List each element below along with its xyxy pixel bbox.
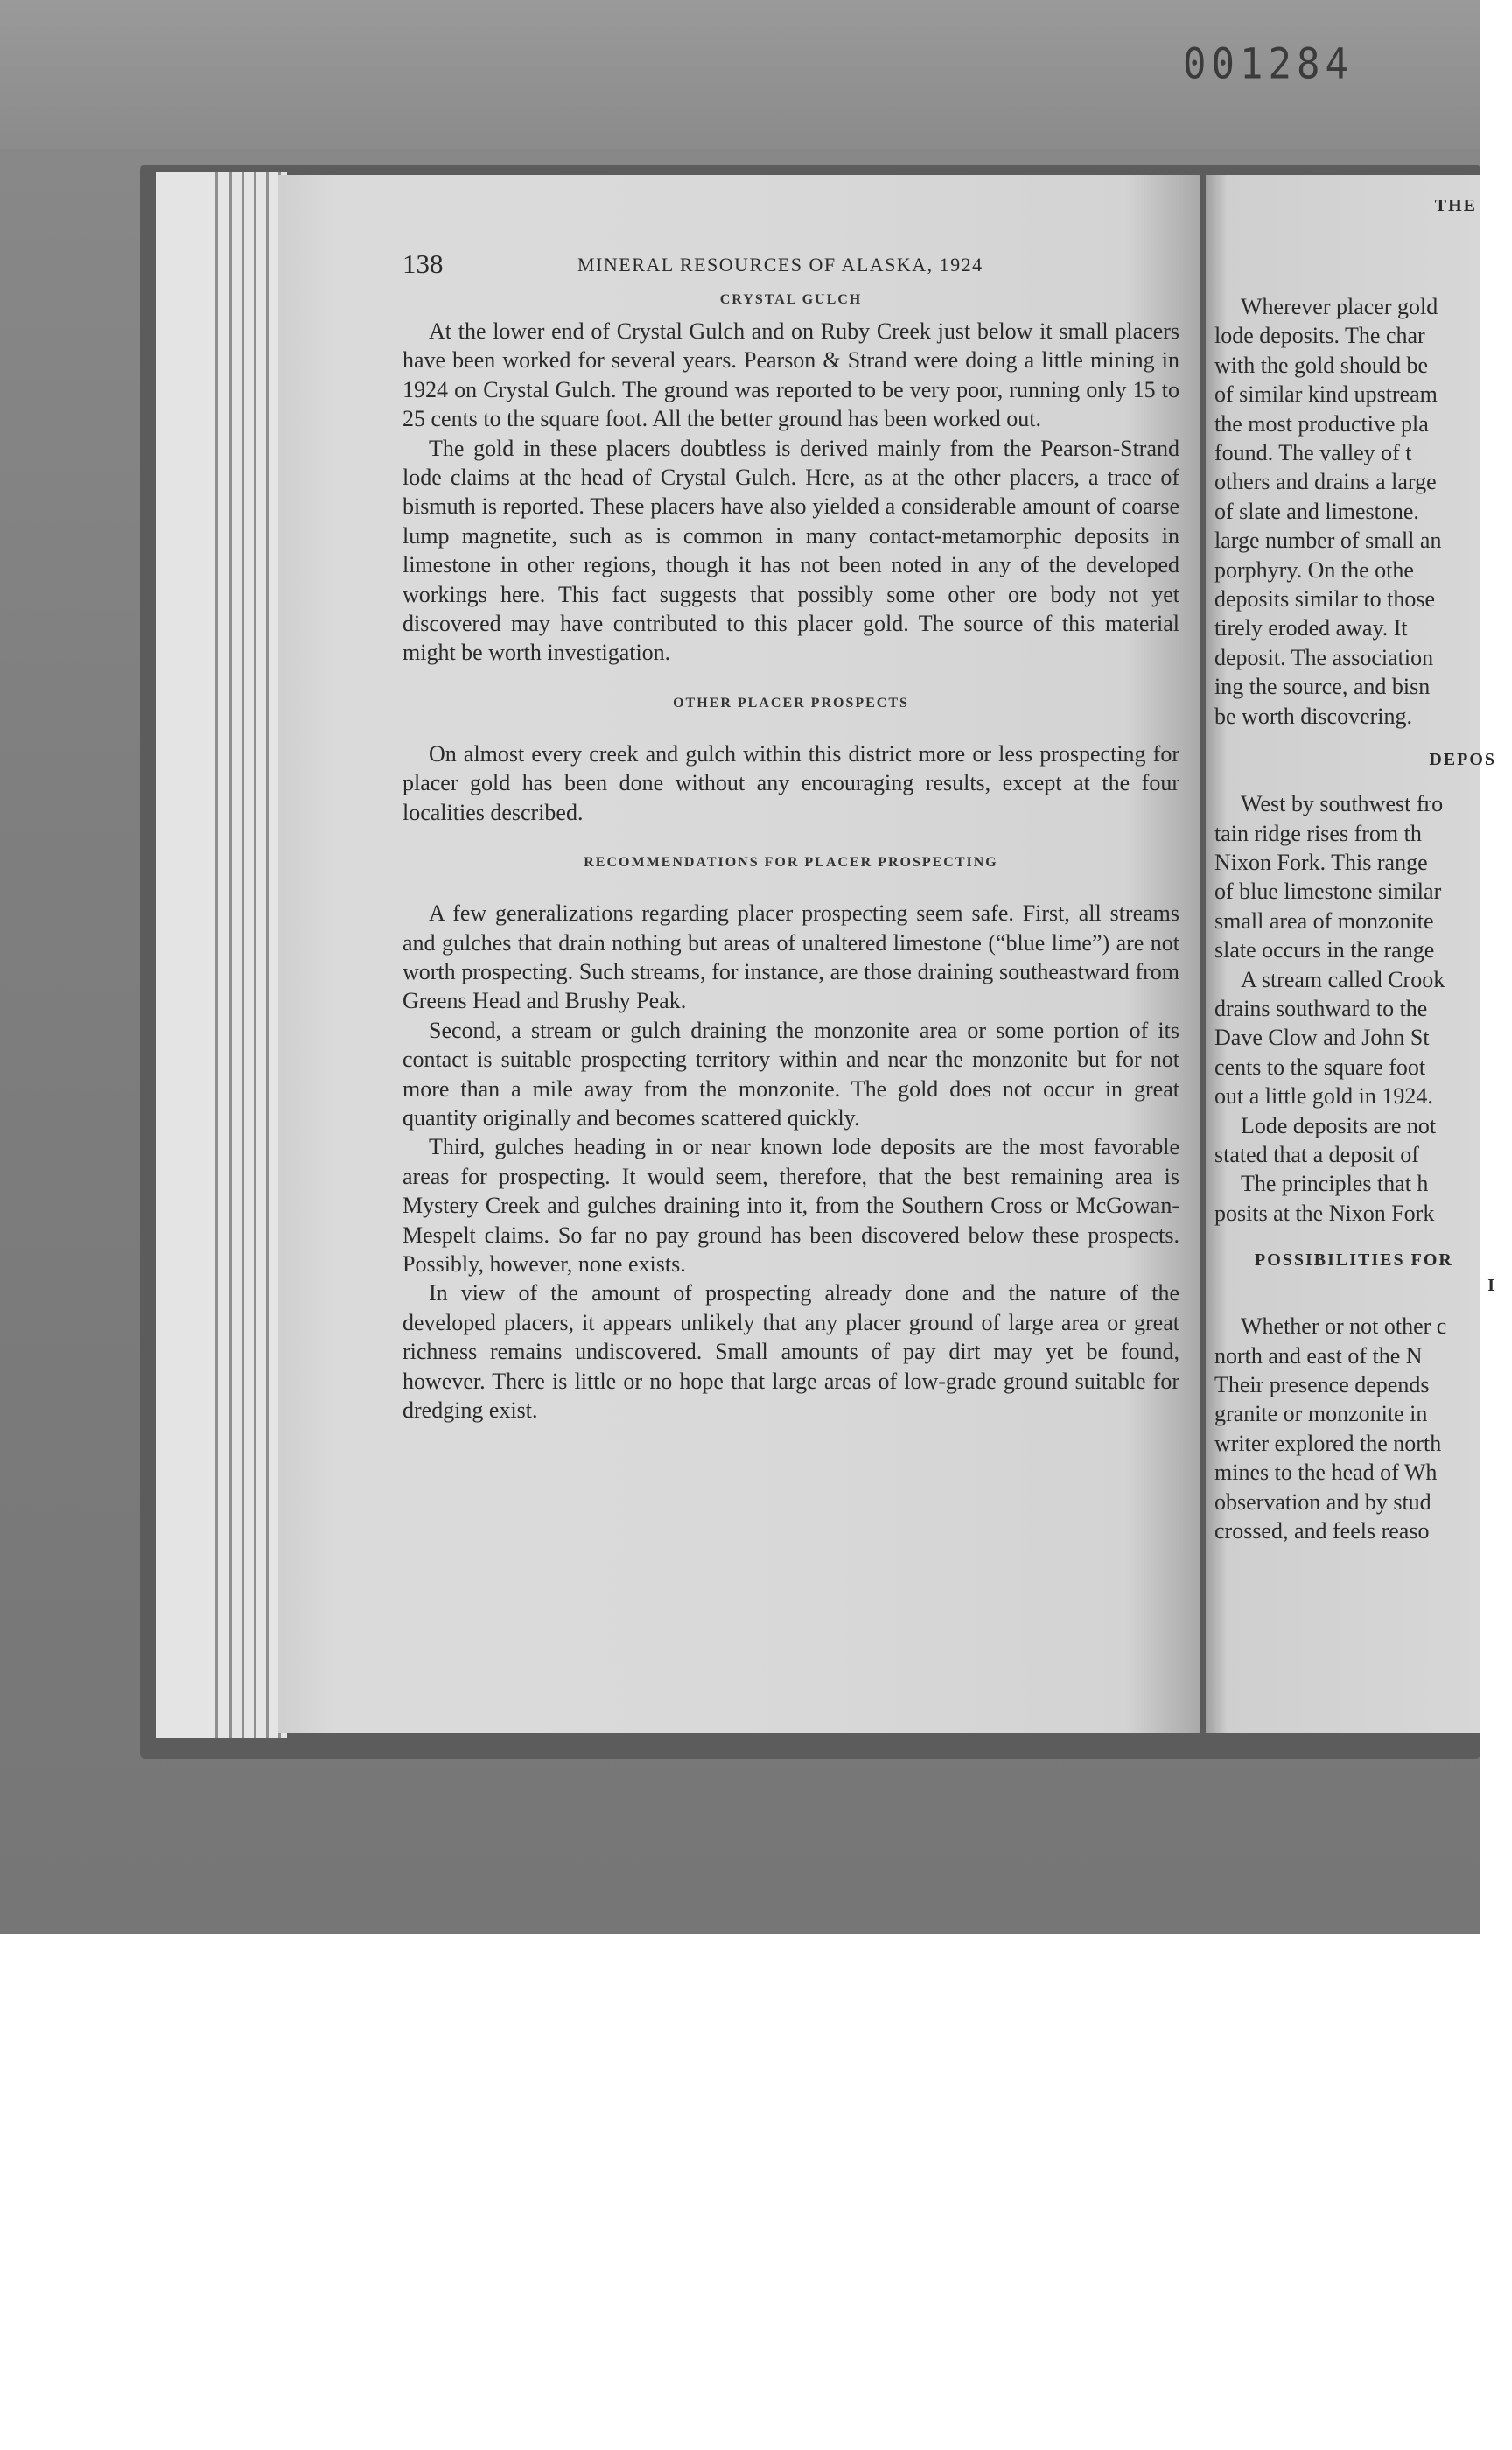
- text-line: The principles that h: [1241, 1171, 1429, 1197]
- text-line: tirely eroded away. It: [1214, 615, 1408, 641]
- text-line: Their presence depends: [1214, 1372, 1430, 1397]
- text-line: posits at the Nixon Fork: [1214, 1200, 1435, 1226]
- text-line: deposit. The association: [1214, 644, 1434, 670]
- right-section-heading-line2: I: [1488, 1276, 1496, 1296]
- page-edge-line: [242, 172, 244, 1738]
- right-section-heading: DEPOS: [1429, 750, 1496, 770]
- running-title: MINERAL RESOURCES OF ALASKA, 1924: [578, 254, 984, 276]
- page-number: 138: [402, 248, 444, 279]
- text-line: drains southward to the: [1214, 995, 1428, 1021]
- page-edge-stack: [156, 172, 287, 1738]
- text-line: crossed, and feels reaso: [1214, 1518, 1430, 1544]
- archive-stamp-number: 001284: [1183, 39, 1354, 89]
- section-heading-other-placer-prospects: OTHER PLACER PROSPECTS: [673, 695, 909, 710]
- text-line: large number of small an: [1214, 528, 1442, 554]
- text-line: mines to the head of Wh: [1214, 1460, 1438, 1486]
- page-edge-line: [254, 172, 256, 1738]
- text-line: stated that a deposit of: [1214, 1141, 1419, 1167]
- paragraph: At the lower end of Crystal Gulch and on Ruby Creek just below it small placers have been worked for several years. Pearson & Strand were doing a little mining in 1924 on Crystal Gulch. The ground was reported to be very poor, running only 15 to 25 cents to the square foot. All the better ground has been worked out.: [402, 318, 1180, 432]
- text-line: West by southwest fro: [1241, 791, 1444, 817]
- text-line: with the gold should be: [1214, 352, 1429, 378]
- section-heading-recommendations: RECOMMENDATIONS FOR PLACER PROSPECTING: [584, 855, 998, 871]
- text-line: Nixon Fork. This range: [1214, 849, 1428, 875]
- left-page: [278, 175, 1200, 1732]
- text-line: cents to the square foot: [1214, 1054, 1426, 1080]
- text-line: Whether or not other c: [1241, 1313, 1447, 1340]
- text-line: others and drains a large: [1214, 469, 1437, 495]
- paragraph: Third, gulches heading in or near known lode deposits are the most favorable areas for prospecting. It would seem, therefore, that the best remaining area is Mystery Creek and gulches draining into it, from the Southern Cross or McGowan-Mespelt claims. So far no pay ground has been discovered below these prospects. Possibly, however, none exists.: [402, 1134, 1180, 1277]
- text-line: tain ridge rises from th: [1214, 820, 1422, 846]
- text-line: Lode deposits are not: [1241, 1112, 1437, 1138]
- text-line: observation and by stud: [1214, 1488, 1432, 1515]
- text-line: small area of monzonite: [1214, 907, 1434, 934]
- paragraph: The gold in these placers doubtless is derived mainly from the Pearson-Strand lode claims at the head of Crystal Gulch. Here, as at the other placers, a trace of bismuth is reported. These placers have also yielded a considerable amount of coarse lump magnetite, such as is common in many contact-metamorphic deposits in limestone in other regions, though it has not been noted in any of the developed workings here. This fact suggests that possibly some other ore body not yet discovered may have contributed to this placer gold. The source of this material might be worth investigation.: [402, 435, 1180, 666]
- text-line: granite or monzonite in: [1214, 1401, 1428, 1427]
- page-edge-line: [229, 172, 232, 1738]
- text-line: deposits similar to those: [1214, 586, 1436, 612]
- right-page-text: [1214, 196, 1503, 1545]
- page-edge-line: [266, 172, 269, 1738]
- paragraph: In view of the amount of prospecting already done and the nature of the developed placers, it appears unlikely that any placer ground of large area or great richness remains undiscovered. Small amounts of pay dirt may yet be found, however. There is little or no hope that large areas of low-grade ground suitable for dredging exist.: [402, 1280, 1180, 1423]
- text-line: of similar kind upstream: [1214, 382, 1438, 408]
- paragraph: A few generalizations regarding placer prospecting seem safe. First, all streams and gulches that drain nothing but areas of unaltered limestone (“blue lime”) are not worth prospecting. Such streams, for instance, are those draining southeastward from Greens Head and Brushy Peak.: [402, 900, 1180, 1014]
- text-line: slate occurs in the range: [1214, 937, 1435, 963]
- text-line: of slate and limestone.: [1214, 498, 1419, 524]
- text-line: found. The valley of t: [1214, 440, 1412, 466]
- text-line: A stream called Crook: [1241, 966, 1446, 992]
- right-section-heading: POSSIBILITIES FOR: [1255, 1250, 1453, 1270]
- section-heading-crystal-gulch: CRYSTAL GULCH: [719, 292, 863, 307]
- text-line: ing the source, and bisn: [1214, 674, 1431, 700]
- page-edge-line: [215, 172, 218, 1738]
- right-page: [1206, 175, 1496, 1732]
- text-line: writer explored the north: [1214, 1430, 1442, 1456]
- text-line: out a little gold in 1924.: [1214, 1083, 1433, 1110]
- paragraph: Second, a stream or gulch draining the monzonite area or some portion of its contact is suitable prospecting territory within and near the monzonite but for not more than a mile away from the monzonite. The gold does not occur in great quantity originally and becomes scattered quickly.: [402, 1017, 1180, 1130]
- paragraph: On almost every creek and gulch within this district more or less prospecting for placer gold has been done without any encouraging results, except at the four localities described.: [402, 740, 1180, 825]
- text-line: Dave Clow and John St: [1214, 1025, 1430, 1051]
- running-head: [402, 248, 1180, 292]
- text-line: lode deposits. The char: [1214, 323, 1425, 349]
- text-line: porphyry. On the othe: [1214, 556, 1414, 583]
- text-line: be worth discovering.: [1214, 703, 1413, 729]
- text-line: of blue limestone similar: [1214, 878, 1442, 905]
- text-line: Wherever placer gold: [1241, 294, 1438, 319]
- right-running-head: THE: [1434, 196, 1477, 215]
- text-line: north and east of the N: [1214, 1342, 1423, 1368]
- text-line: the most productive pla: [1214, 410, 1429, 437]
- left-page-text: [402, 248, 1180, 1424]
